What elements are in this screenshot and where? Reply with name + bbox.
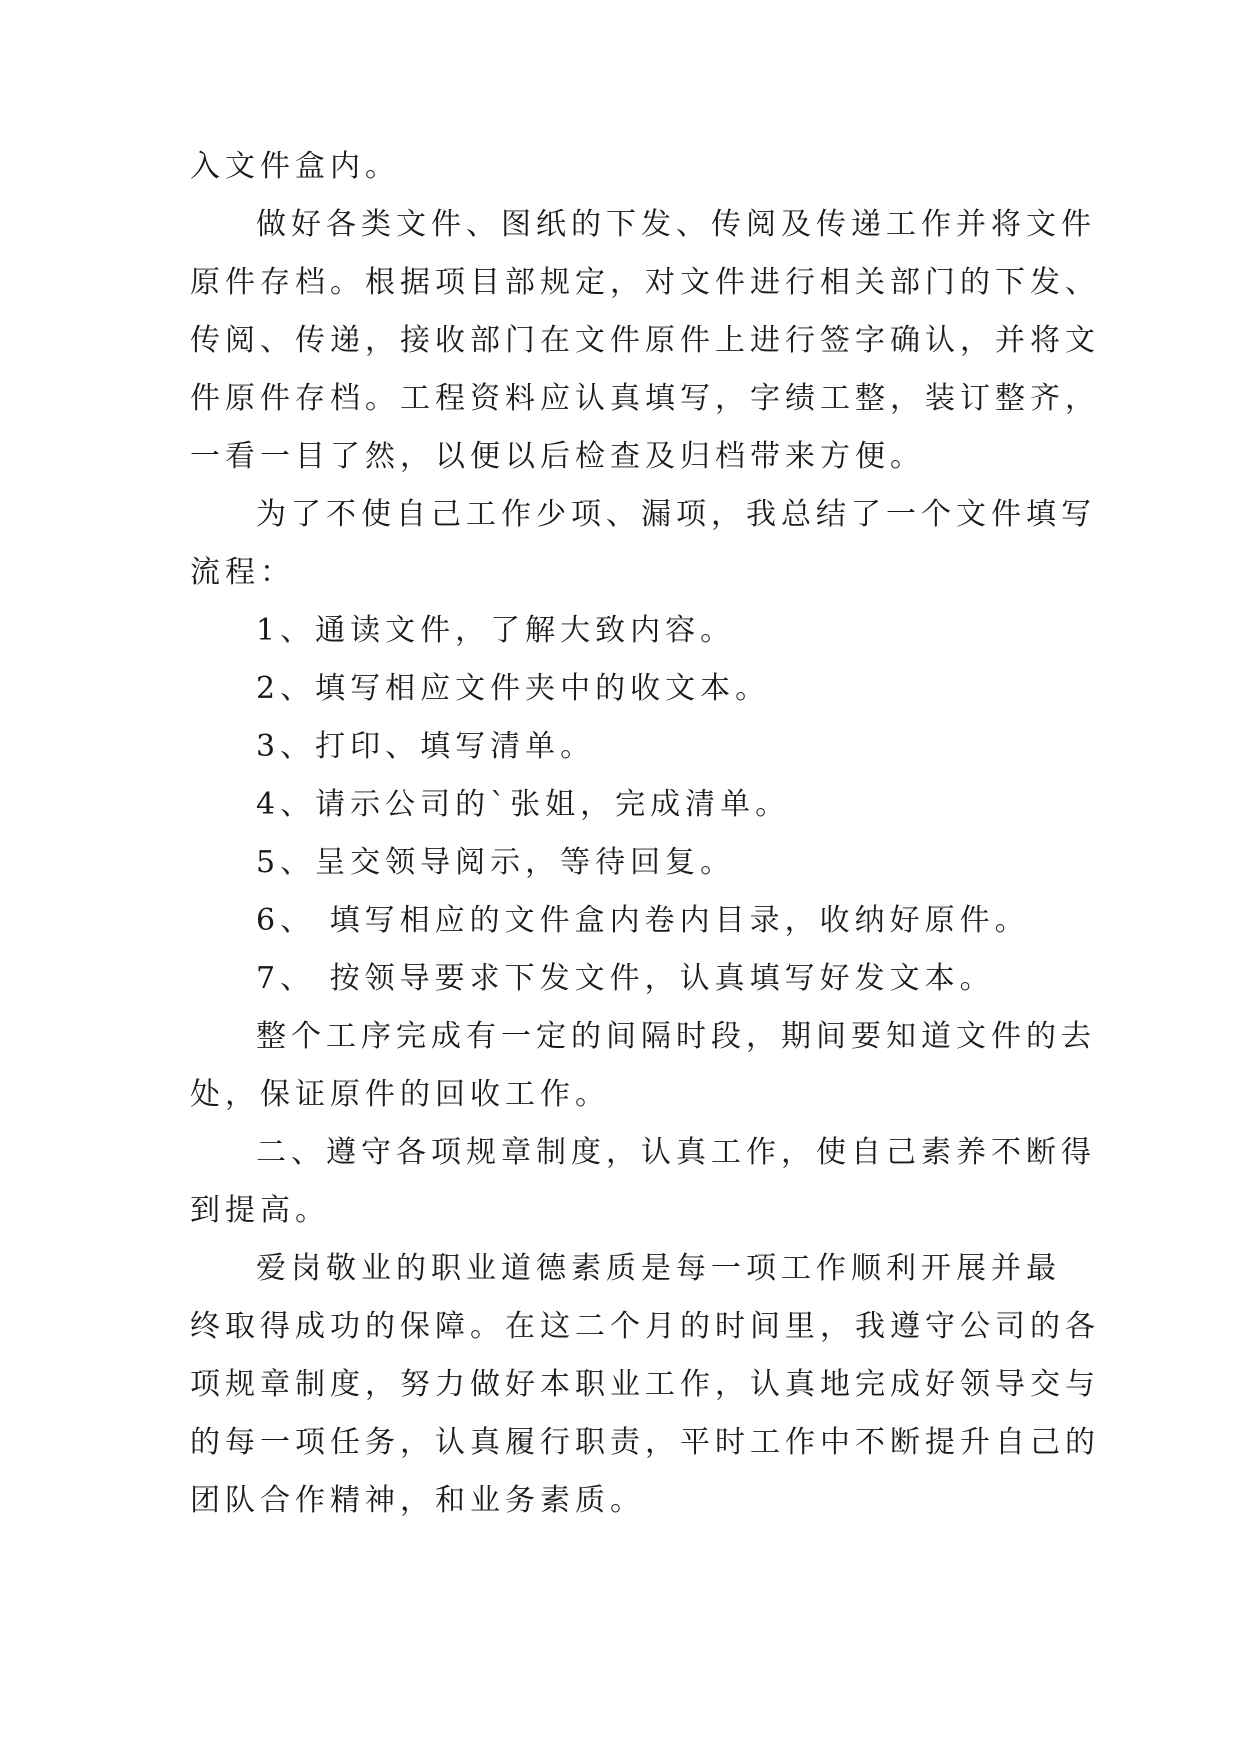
list-item: 6、 填写相应的文件盒内卷内目录，收纳好原件。 — [256, 903, 1030, 938]
text-line: 终取得成功的保障。在这二个月的时间里，我遵守公司的各 — [190, 1309, 1100, 1344]
text-line: 处，保证原件的回收工作。 — [190, 1077, 610, 1112]
text-line: 爱岗敬业的职业道德素质是每一项工作顺利开展并最 — [256, 1251, 1061, 1286]
list-item: 2、填写相应文件夹中的收文本。 — [256, 671, 771, 706]
text-line: 原件存档。根据项目部规定，对文件进行相关部门的下发、 — [190, 265, 1100, 300]
text-line: 传阅、传递，接收部门在文件原件上进行签字确认，并将文 — [190, 323, 1100, 358]
text-line: 一看一目了然，以便以后检查及归档带来方便。 — [190, 439, 925, 474]
list-item: 7、 按领导要求下发文件，认真填写好发文本。 — [256, 961, 995, 996]
list-item: 1、通读文件，了解大致内容。 — [256, 613, 736, 648]
text-line: 入文件盒内。 — [190, 149, 400, 184]
text-line: 整个工序完成有一定的间隔时段，期间要知道文件的去 — [256, 1019, 1096, 1054]
text-line: 件原件存档。工程资料应认真填写，字绩工整，装订整齐， — [190, 381, 1100, 416]
document-body — [190, 138, 1100, 1530]
text-line: 流程： — [190, 555, 295, 590]
text-line: 做好各类文件、图纸的下发、传阅及传递工作并将文件 — [256, 207, 1096, 242]
list-item: 3、打印、填写清单。 — [256, 729, 596, 764]
text-line: 项规章制度，努力做好本职业工作，认真地完成好领导交与 — [190, 1367, 1100, 1402]
section-heading: 到提高。 — [190, 1193, 330, 1228]
list-item: 4、请示公司的`张姐，完成清单。 — [256, 787, 791, 822]
text-line: 为了不使自己工作少项、漏项，我总结了一个文件填写 — [256, 497, 1096, 532]
text-line: 团队合作精神，和业务素质。 — [190, 1483, 645, 1518]
list-item: 5、呈交领导阅示，等待回复。 — [256, 845, 736, 880]
section-heading: 二、遵守各项规章制度，认真工作，使自己素养不断得 — [256, 1135, 1096, 1170]
text-line: 的每一项任务，认真履行职责，平时工作中不断提升自己的 — [190, 1425, 1100, 1460]
